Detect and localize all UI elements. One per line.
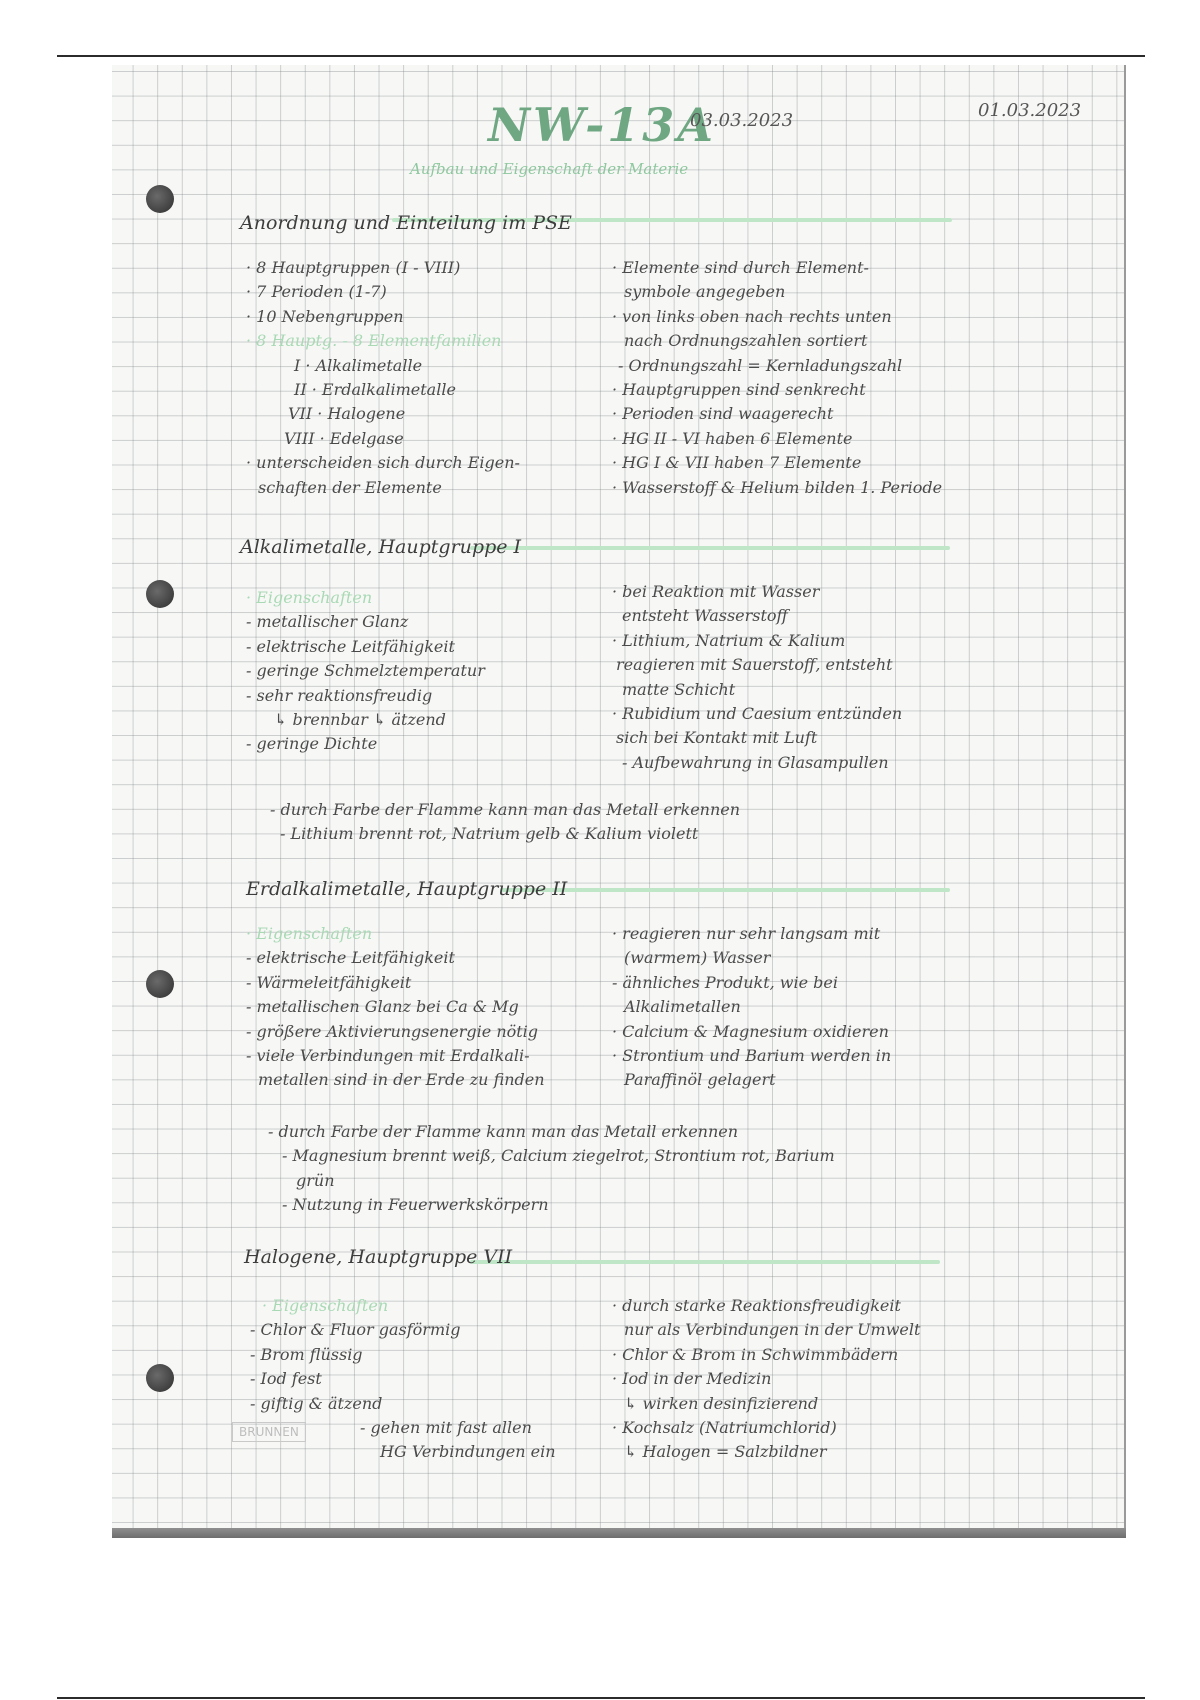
note-line: · Perioden sind waagerecht <box>612 404 834 424</box>
alkali-left-notes <box>246 586 485 757</box>
section-heading-alkalimetalle: Alkalimetalle, Hauptgruppe I <box>240 536 522 558</box>
section-heading-halogene: Halogene, Hauptgruppe VII <box>244 1246 513 1268</box>
erdalkali-right-notes <box>612 922 891 1093</box>
section-heading-erdalkalimetalle: Erdalkalimetalle, Hauptgruppe II <box>246 878 568 900</box>
page-title: NW-13A <box>488 98 716 152</box>
note-line: · 8 Hauptg. - 8 Elementfamilien <box>246 331 502 351</box>
note-line: - geringe Schmelztemperatur <box>246 661 485 681</box>
note-line: · Strontium und Barium werden in <box>612 1045 892 1065</box>
date-right: 01.03.2023 <box>978 100 1082 121</box>
note-line: Paraffinöl gelagert <box>624 1070 776 1090</box>
note-line: II · Erdalkalimetalle <box>294 379 456 399</box>
punch-hole <box>146 970 174 998</box>
note-line: · Calcium & Magnesium oxidieren <box>612 1021 889 1041</box>
note-line: entsteht Wasserstoff <box>622 606 788 626</box>
punch-hole <box>146 185 174 213</box>
note-line: - Wärmeleitfähigkeit <box>246 972 412 992</box>
note-line: · reagieren nur sehr langsam mit <box>612 924 881 943</box>
note-line: Alkalimetallen <box>624 997 741 1017</box>
note-line: - Brom flüssig <box>250 1344 363 1364</box>
note-line: metallen sind in der Erde zu finden <box>258 1070 545 1090</box>
note-line: schaften der Elemente <box>258 477 442 497</box>
sheet-bottom-edge <box>112 1528 1126 1538</box>
note-line: · Iod in der Medizin <box>612 1369 772 1389</box>
note-line: nur als Verbindungen in der Umwelt <box>624 1320 921 1340</box>
note-line: (warmem) Wasser <box>624 948 771 968</box>
note-line: · Elemente sind durch Element- <box>612 258 869 277</box>
note-line: · Hauptgruppen sind senkrecht <box>612 379 866 399</box>
note-line: - metallischer Glanz <box>246 612 409 632</box>
heading-highlight <box>470 546 950 550</box>
date-center: 03.03.2023 <box>690 110 794 131</box>
note-line: VII · Halogene <box>288 404 406 424</box>
note-line: sich bei Kontakt mit Luft <box>616 728 818 748</box>
note-line: · Eigenschaften <box>246 588 373 607</box>
note-line: - elektrische Leitfähigkeit <box>246 948 455 968</box>
brand-stamp: BRUNNEN <box>232 1422 306 1442</box>
note-line: reagieren mit Sauerstoff, entsteht <box>616 655 893 675</box>
note-line: grün <box>296 1170 335 1190</box>
note-line: - sehr reaktionsfreudig <box>246 685 433 705</box>
note-line: - durch Farbe der Flamme kann man das Metall erkennen <box>268 1122 739 1141</box>
note-line: - Nutzung in Feuerwerkskörpern <box>282 1195 549 1215</box>
note-line: symbole angegeben <box>624 282 786 302</box>
note-line: - Ordnungszahl = Kernladungszahl <box>618 355 903 375</box>
note-line: - geringe Dichte <box>246 734 378 754</box>
note-line: · unterscheiden sich durch Eigen- <box>246 453 520 473</box>
erdalkali-left-notes <box>246 922 545 1093</box>
punch-hole <box>146 1364 174 1392</box>
note-line: · bei Reaktion mit Wasser <box>612 582 820 601</box>
note-line: · Wasserstoff & Helium bilden 1. Periode <box>612 477 943 497</box>
note-line: · Eigenschaften <box>246 924 373 943</box>
note-line: - gehen mit fast allen <box>360 1417 532 1437</box>
page-top-rule <box>57 55 1145 57</box>
section-heading-pse: Anordnung und Einteilung im PSE <box>240 212 572 234</box>
note-line: - ähnliches Produkt, wie bei <box>612 972 838 992</box>
note-line: ↳ wirken desinfizierend <box>624 1393 819 1413</box>
note-line: · HG II - VI haben 6 Elemente <box>612 428 853 448</box>
note-line: · von links oben nach rechts unten <box>612 306 892 326</box>
note-line: · 8 Hauptgruppen (I - VIII) <box>246 258 461 277</box>
pse-right-notes <box>612 256 942 500</box>
erdalkali-flame-notes <box>268 1120 835 1218</box>
note-line: ↳ Halogen = Salzbildner <box>624 1442 827 1462</box>
note-line: · Lithium, Natrium & Kalium <box>612 630 846 650</box>
note-line: HG Verbindungen ein <box>380 1442 556 1462</box>
note-line: - Aufbewahrung in Glasampullen <box>622 752 889 772</box>
note-line: - Magnesium brennt weiß, Calcium ziegelrot, Strontium rot, Barium <box>282 1146 835 1166</box>
alkali-flame-notes <box>270 798 740 847</box>
note-line: - Lithium brennt rot, Natrium gelb & Kalium violett <box>280 824 699 844</box>
note-line: nach Ordnungszahlen sortiert <box>624 331 868 351</box>
note-line: · Chlor & Brom in Schwimmbädern <box>612 1344 899 1364</box>
note-line: · Kochsalz (Natriumchlorid) <box>612 1417 837 1437</box>
punch-hole <box>146 580 174 608</box>
page-bottom-rule <box>57 1697 1145 1699</box>
note-line: ↳ brennbar ↳ ätzend <box>274 709 446 729</box>
note-line: · 10 Nebengruppen <box>246 306 404 326</box>
note-line: I · Alkalimetalle <box>294 355 423 375</box>
note-line: - viele Verbindungen mit Erdalkali- <box>246 1045 530 1065</box>
note-line: - giftig & ätzend <box>250 1393 383 1413</box>
halogene-right-notes <box>612 1294 920 1465</box>
note-line: - metallischen Glanz bei Ca & Mg <box>246 997 519 1017</box>
note-line: VIII · Edelgase <box>284 428 404 448</box>
pse-left-notes <box>246 256 520 500</box>
note-line: - Iod fest <box>250 1369 322 1389</box>
note-line: matte Schicht <box>622 679 736 699</box>
note-line: · durch starke Reaktionsfreudigkeit <box>612 1296 901 1315</box>
heading-highlight <box>470 1260 940 1264</box>
note-line: · HG I & VII haben 7 Elemente <box>612 453 862 473</box>
alkali-right-notes <box>612 580 902 775</box>
note-line: · Eigenschaften <box>262 1296 389 1315</box>
note-line: - größere Aktivierungsenergie nötig <box>246 1021 539 1041</box>
note-line: - durch Farbe der Flamme kann man das Metall erkennen <box>270 800 741 819</box>
note-line: - elektrische Leitfähigkeit <box>246 636 455 656</box>
heading-highlight <box>500 888 950 892</box>
note-line: - Chlor & Fluor gasförmig <box>250 1320 461 1340</box>
note-line: · Rubidium und Caesium entzünden <box>612 703 903 723</box>
page-subtitle: Aufbau und Eigenschaft der Materie <box>410 160 689 178</box>
note-line: · 7 Perioden (1-7) <box>246 282 387 302</box>
